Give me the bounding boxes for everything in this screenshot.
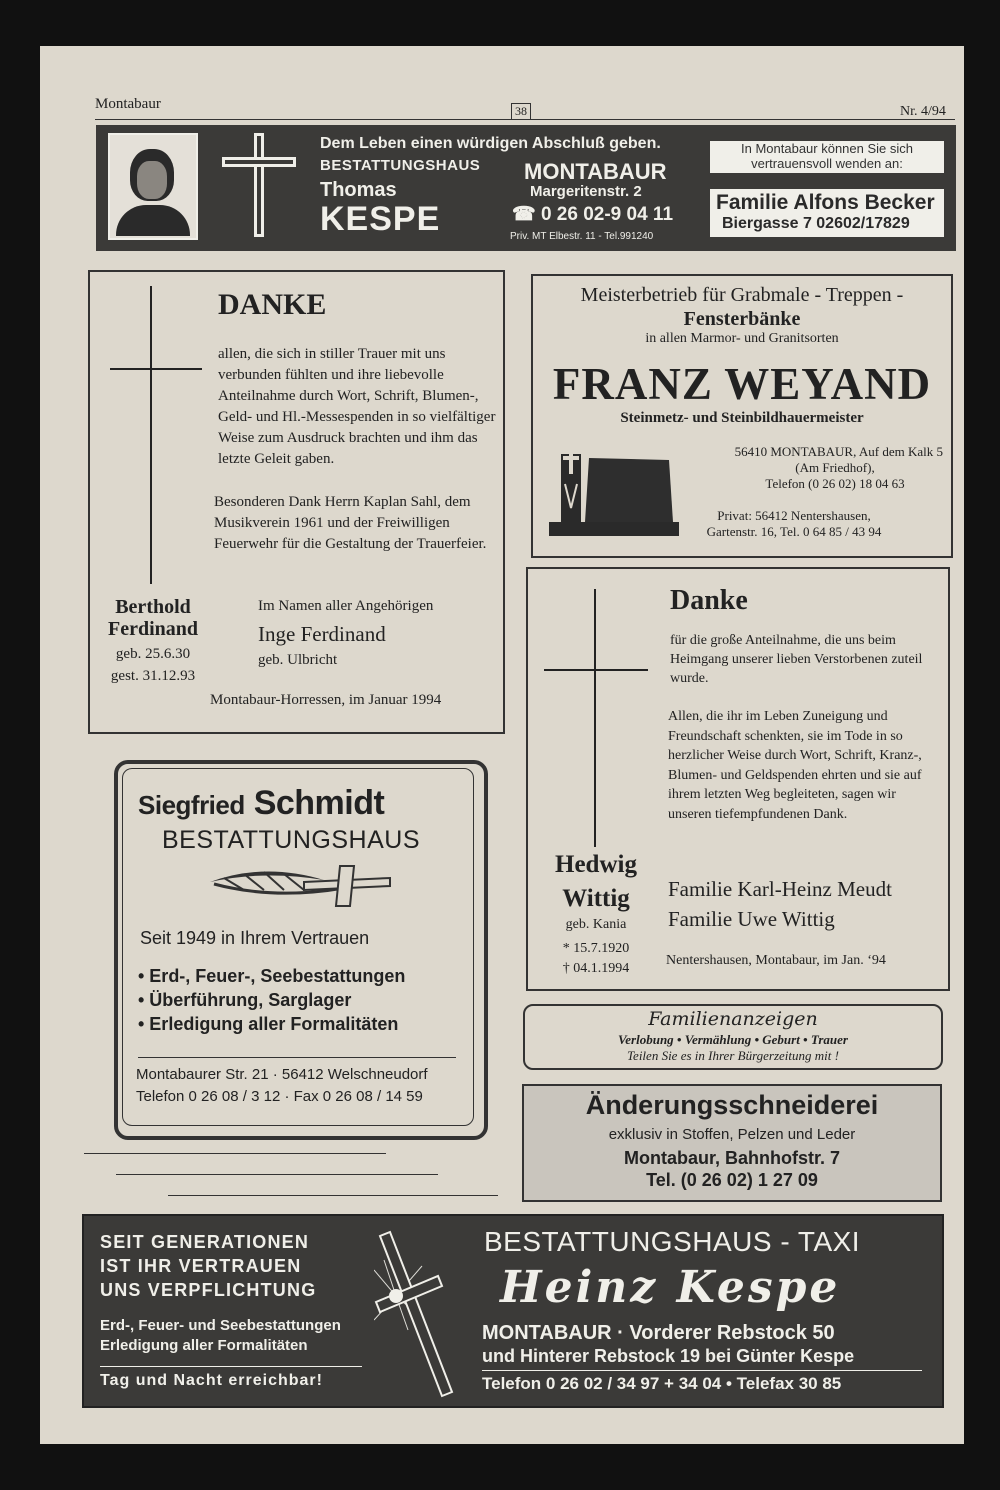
weyand-line1: Meisterbetrieb für Grabmale - Treppen - (580, 284, 904, 306)
radiant-cross-icon (374, 1230, 474, 1398)
becker-address: Biergasse 7 02602/17829 (722, 215, 910, 232)
death-date: † 04.1.1994 (562, 961, 630, 976)
wittig-notice (526, 567, 950, 991)
aenderung-ad (522, 1084, 942, 1202)
fam-note: Teilen Sie es in Ihrer Bürgerzeitung mit ! (627, 1048, 839, 1063)
familienanzeigen-ad (523, 1004, 943, 1070)
notice-place: Montabaur-Horressen, im Januar 1994 (210, 692, 442, 708)
kespe-street: Margeritenstr. 2 (530, 183, 642, 200)
list-item: • Überführung, Sarglager (138, 990, 352, 1010)
schmidt-since: Seit 1949 in Ihrem Vertrauen (140, 928, 370, 948)
weyand-title: Steinmetz- und Steinbildhauermeister (620, 410, 864, 426)
schmidt-sub: BESTATTUNGSHAUS (162, 826, 420, 854)
birth-date: * 15.7.1920 (562, 941, 630, 956)
fam-title: Familienanzeigen (648, 1008, 818, 1030)
cross-icon (222, 133, 296, 239)
weyand-address: 56410 MONTABAUR, Auf dem Kalk 5 (Am Friedhof), Telefon (0 26 02) 18 04 63 (734, 444, 943, 491)
list-item: • Erledigung aller Formalitäten (138, 1014, 399, 1034)
maiden-name: geb. Kania (565, 917, 627, 932)
notice-title: DANKE (218, 288, 327, 321)
death-date: gest. 31.12.93 (110, 668, 196, 684)
schmidt-services (138, 964, 405, 1036)
signer-name: Inge Ferdinand (258, 622, 386, 646)
newspaper-page (40, 46, 964, 1444)
weyand-private: Privat: 56412 Nentershausen, Gartenstr. 16, Tel. 0 64 85 / 43 94 (706, 508, 882, 539)
kespe-bottom-addr1: MONTABAUR · Vorderer Rebstock 50 (482, 1322, 835, 1344)
kespe-bottom-ad (82, 1214, 944, 1408)
notice-text: für die große Anteilnahme, die uns beim Heimgang unserer lieben Verstorbenen zuteil wurde. (670, 633, 923, 686)
family-name-1: Familie Karl-Heinz Meudt (668, 877, 892, 901)
aenderung-address: Montabaur, Bahnhofstr. 7 (623, 1148, 841, 1168)
kespe-right-note: In Montabaur können Sie sich vertrauensvoll wenden an: (710, 141, 944, 173)
deceased-last-name: Wittig (562, 885, 630, 912)
kespe-top-ad (96, 125, 956, 251)
notice-title: Danke (670, 585, 748, 616)
deceased-last-name: Ferdinand (107, 618, 199, 640)
kespe-city: MONTABAUR (524, 159, 667, 184)
schmidt-ad (114, 760, 488, 1140)
kespe-right-contact (710, 189, 944, 237)
ferdinand-notice (88, 270, 505, 734)
notice-text-2: Besonderen Dank Herrn Kaplan Sahl, dem Musikverein 1961 und der Freiwilligen Feuerwehr für die Gestaltung der Trauerfeier. (214, 494, 487, 552)
schmidt-phone: Telefon 0 26 08 / 3 12 · Fax 0 26 08 / 14 59 (136, 1088, 423, 1105)
notice-place: Nentershausen, Montabaur, im Jan. ‘94 (666, 953, 886, 968)
portrait-photo (108, 133, 198, 240)
page-number: 38 (511, 103, 531, 120)
kespe-bottom-name: Heinz Kespe (500, 1262, 841, 1313)
birth-date: geb. 25.6.30 (115, 646, 191, 662)
kespe-services: Erd-, Feuer- und Seebestattungen Erledigung aller Formalitäten (100, 1317, 341, 1354)
signer-maiden: geb. Ulbricht (258, 652, 338, 668)
kespe-private: Priv. MT Elbestr. 11 - Tel.991240 (510, 231, 654, 242)
cross-icon (150, 286, 152, 584)
header-town: Montabaur (95, 96, 161, 112)
weyand-ad (531, 274, 953, 558)
kespe-bottom-phone: Telefon 0 26 02 / 34 97 + 34 04 • Telefax 30 85 (482, 1374, 842, 1393)
deceased-first-name: Berthold (115, 596, 191, 618)
divider (116, 1174, 438, 1175)
weyand-name: FRANZ WEYAND (552, 359, 932, 409)
schmidt-address: Montabaurer Str. 21 · 56412 Welschneudorf (136, 1066, 428, 1083)
becker-name: Familie Alfons Becker (716, 191, 935, 214)
kespe-last-name: KESPE (320, 200, 441, 238)
kespe-first-name: Thomas (320, 179, 397, 201)
kespe-slogan-block: SEIT GENERATIONEN IST IHR VERTRAUEN UNS VERPFLICHTUNG (100, 1232, 317, 1300)
weyand-line2: Fensterbänke (683, 308, 801, 330)
divider (168, 1195, 498, 1196)
aenderung-title: Änderungsschneiderei (585, 1090, 879, 1120)
divider (84, 1153, 386, 1154)
kespe-bottom-title: BESTATTUNGSHAUS - TAXI (484, 1226, 861, 1257)
family-name-2: Familie Uwe Wittig (668, 907, 835, 931)
notice-text-2: Allen, die ihr im Leben Zuneigung und Freundschaft schenkten, sie im Tode in so herzlicher Weise durch Wort, Schrift, Kranz-, Blumen- und Geldspenden ehrten und sie auf ihrem letzten Weg begleiteten, sagen wir unseren tiefempfundenen Dank. (668, 709, 922, 822)
issue-number: Nr. 4/94 (900, 104, 946, 119)
kespe-slogan: Dem Leben einen würdigen Abschluß geben. (320, 135, 661, 152)
palm-cross-icon (204, 860, 394, 910)
kespe-phone: ☎ 0 26 02-9 04 11 (512, 204, 674, 225)
fam-types: Verlobung • Vermählung • Geburt • Trauer (618, 1032, 848, 1047)
deceased-first-name: Hedwig (555, 851, 637, 878)
notice-text: allen, die sich in stiller Trauer mit uns verbunden fühlten und ihre liebevolle Anteilnahme durch Wort, Schrift, Blumen-, Geld- und Hl.-Messespenden in so vielfältiger Weise zum Ausdruck brachten und ihm das letzte Geleit gaben. (218, 346, 496, 467)
aenderung-sub: exklusiv in Stoffen, Pelzen und Leder (608, 1126, 856, 1143)
kespe-availability: Tag und Nacht erreichbar! (100, 1372, 323, 1389)
kespe-bottom-addr2: und Hinterer Rebstock 19 bei Günter Kespe (482, 1346, 855, 1366)
schmidt-name: Siegfried Schmidt (138, 784, 385, 822)
aenderung-phone: Tel. (0 26 02) 1 27 09 (646, 1170, 818, 1190)
kespe-type: BESTATTUNGSHAUS (320, 157, 481, 174)
list-item: • Erd-, Feuer-, Seebestattungen (138, 966, 406, 986)
gravestone-icon (549, 448, 679, 538)
cross-icon (594, 589, 596, 847)
weyand-line3: in allen Marmor- und Granitsorten (645, 331, 839, 346)
on-behalf: Im Namen aller Angehörigen (258, 598, 434, 614)
